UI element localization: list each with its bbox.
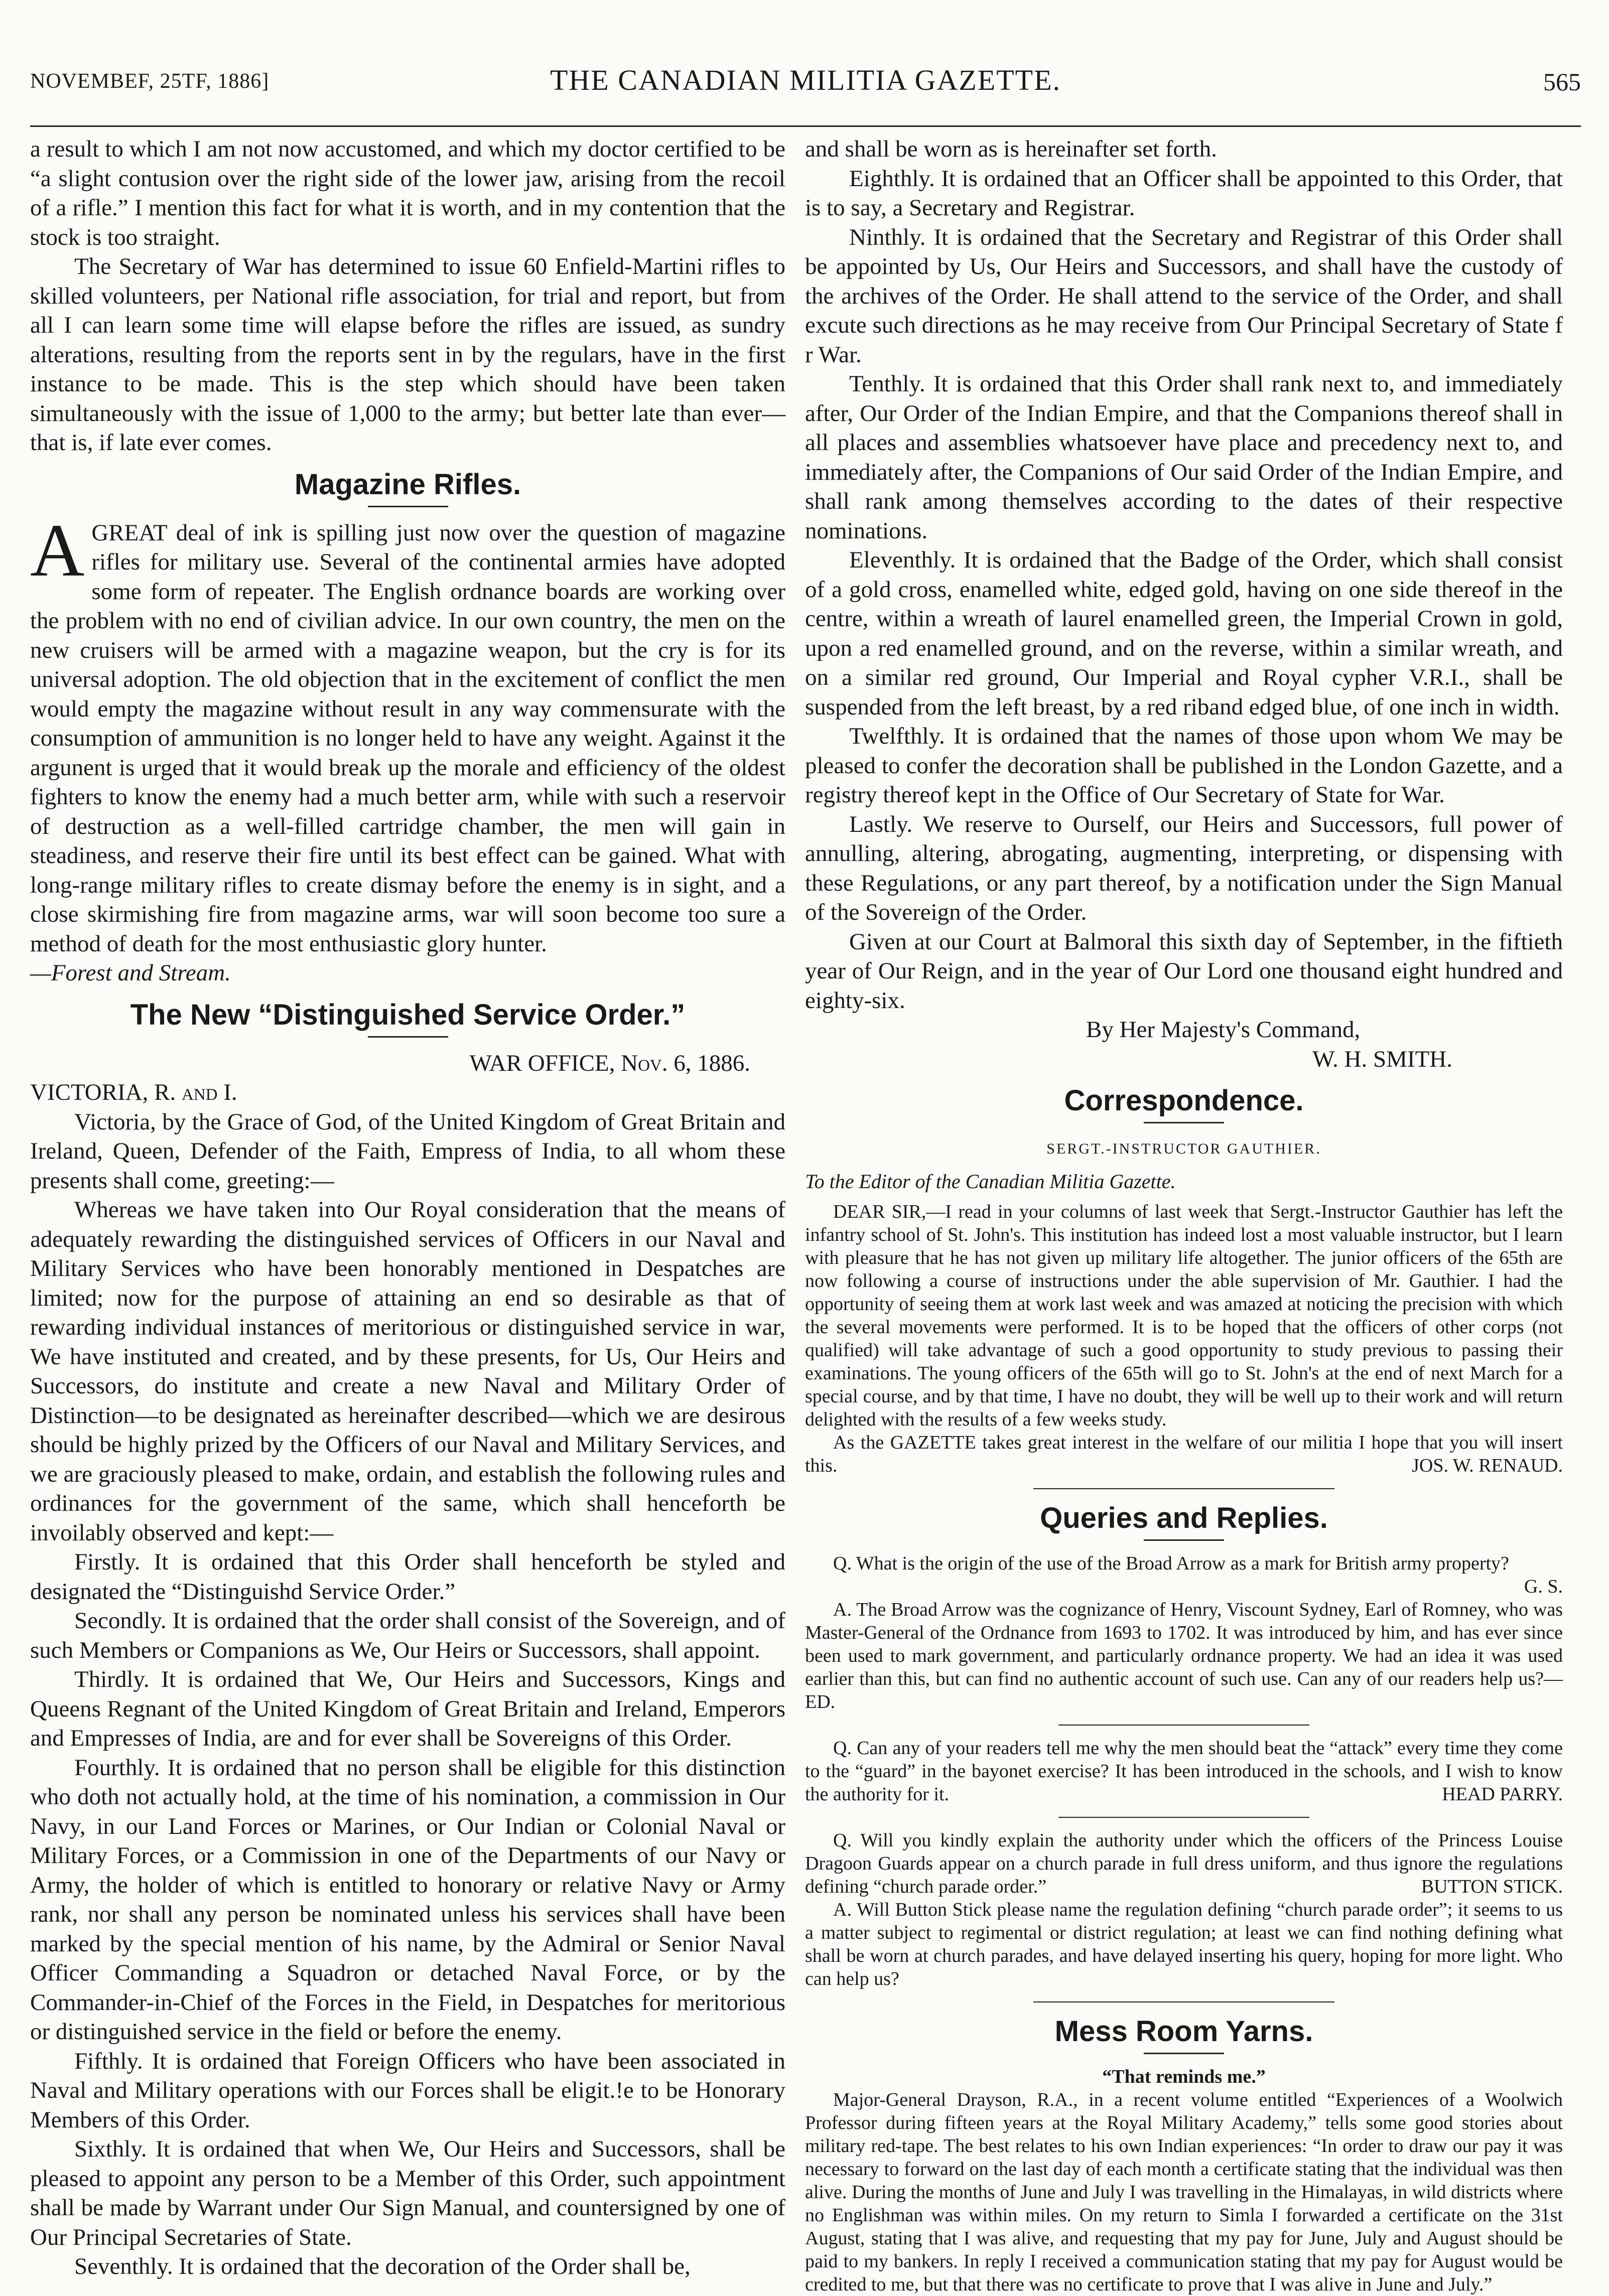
paragraph: Twelfthly. It is ordained that the names of those upon whom We may be pleased to confer the decoration shall be published in the London Gazette, and a registry thereof kept in the Office of Our Secretary of State for War. xyxy=(805,723,1563,808)
paragraph: Whereas we have taken into Our Royal consideration that the means of adequately rewarding the distinguished services of Officers in our Naval and Military Services who have been honorably mentioned in Despatches are limited; now for the purpose of attaining an end so desirable as that of rewarding individual instances of meritorious or distinguished service in war, We have instituted and created, and by these presents, for Us, Our Heirs and Successors, do institute and create a new Naval and Military Order of Distinction—to be designated as hereinafter described—which we are desirous should be highly prized by the Officers of our Naval and Military Services, and we are graciously pleased to make, ordain, and establish the following rules and ordinances for the government of the same, which shall henceforth be invoilably observed and kept:— xyxy=(30,1197,785,1546)
query-text: Q. Can any of your readers tell me why the men should beat the “attack” every time they come to the “guard” in the bayonet exercise? It has been introduced in the schools, and I wish to know the authority for it. xyxy=(805,1738,1563,1805)
query-text: Q. Will you kindly explain the authority under which the officers of the Princess Louise Dragoon Guards appear on a church parade in full dress uniform, and thus ignore the regulations defining “church parade order.” xyxy=(805,1830,1563,1897)
signature: W. H. SMITH. xyxy=(1312,1046,1452,1072)
section-heading-queries: Queries and Replies. xyxy=(1040,1502,1328,1534)
left-column xyxy=(30,134,785,2281)
paragraph: The Secretary of War has determined to issue 60 Enfield-Martini rifles to skilled volunteers, per National rifle association, for trial and report, but from all I can learn some time will elapse before the rifles are issued, as sundry alterations, resulting from the reports sent in by the regulars, have in the first instance to be made. This is the step which should have been taken simultaneously with the issue of 1,000 to the army; but better late than ever—that is, if late ever comes. xyxy=(30,253,785,456)
paragraph: Tenthly. It is ordained that this Order shall rank next to, and immediately after, Our Order of the Indian Empire, and that the Companions thereof shall in all places and assemblies whatsoever have place and precedency next to, and immediately after, the Companions of Our said Order of the Indian Empire, and shall rank among themselves according to the dates of their respective nominations. xyxy=(805,371,1563,544)
dateline: WAR OFFICE, Nov. 6, 1886. xyxy=(469,1050,750,1076)
paragraph: Seventhly. It is ordained that the decoration of the Order shall be, xyxy=(74,2253,691,2279)
letter-closing: As the GAZETTE takes great interest in the welfare of our militia I hope that you will insert this. xyxy=(805,1432,1563,1476)
query xyxy=(805,1552,1563,1598)
header-rule xyxy=(30,125,1581,127)
article-continuation: a result to which I am not now accustomed, and which my doctor certified to be “a slight contusion over the right side of the lower jaw, arising from the recoil of a rifle.” I mention this fact for what it is worth, and in my contention that the stock is too straight. xyxy=(30,136,785,250)
paragraph: and shall be worn as is hereinafter set forth. xyxy=(805,136,1217,162)
paragraph: DEAR SIR,—I read in your columns of last week that Sergt.-Instructor Gauthier has left the infantry school of St. John's. This institution has indeed lost a most valuable instructor, but I learn with pleasure that he has not given up military life altogether. The junior officers of the 65th are now following a course of instructions under the able supervision of Mr. Gauthier. I had the opportunity of seeing them at work last week and was amazed at noticing the precision with which the several movements were performed. It is to be hoped that the officers of other corps (not qualified) will take advantage of such a good opportunity to study previous to passing their examinations. The young officers of the 65th will go to St. John's at the end of next March for a special course, and by that time, I have no doubt, they will be well up to their work and will return delighted with the results of a few weeks study. xyxy=(805,1201,1563,1430)
paragraph: Ninthly. It is ordained that the Secretary and Registrar of this Order shall be appointed by Us, Our Heirs and Successors, and shall have the custody of the archives of the Order. He shall attend to the service of the Order, and shall excute such directions as he may receive from Our Principal Secretary of State f r War. xyxy=(805,224,1563,368)
paragraph: Thirdly. It is ordained that We, Our Heirs and Successors, Kings and Queens Regnant of the United Kingdom of Great Britain and Ireland, Emperors and Empresses of India, are and for ever shall be Sovereigns of this Order. xyxy=(30,1666,785,1751)
answer: A. Will Button Stick please name the regulation defining “church parade order”; it seems to us a matter subject to regimental or district regulation; at least we can find nothing defining what shall be worn at church parades, and have delayed inserting his query, hoping for more light. Who can help us? xyxy=(805,1899,1563,1989)
separator xyxy=(1058,1817,1309,1818)
paragraph: Sixthly. It is ordained that when We, Our Heirs and Successors, shall be pleased to appoint any person to be a Member of this Order, such appointment shall be made by Warrant under Our Sign Manual, and countersigned by one of Our Principal Secretaries of State. xyxy=(30,2136,785,2250)
paragraph: Victoria, by the Grace of God, of the United Kingdom of Great Britain and Ireland, Queen, Defender of the Faith, Empress of India, to all whom these presents shall come, greeting:— xyxy=(30,1108,785,1194)
paragraph: Firstly. It is ordained that this Order shall henceforth be styled and designated the “Distinguishd Service Order.” xyxy=(30,1549,785,1605)
page-header xyxy=(30,60,1581,100)
paragraph: Secondly. It is ordained that the order shall consist of the Sovereign, and of such Members or Companions as We, Our Heirs or Successors, shall appoint. xyxy=(30,1608,785,1663)
letter-salutation: To the Editor of the Canadian Militia Gazette. xyxy=(805,1170,1176,1193)
paragraph: Major-General Drayson, R.A., in a recent volume entitled “Experiences of a Woolwich Professor during fifteen years at the Royal Military Academy,” tells some good stories about military red-tape. The best relates to his own Indian experiences: “In order to draw our pay it was necessary to forward on the last day of each month a certificate stating that the individual was then alive. During the months of June and July I was travelling in the Himalayas, in wild districts where no Englishman was within miles. On my return to Simla I forwarded a certificate on the 31st August, stating that I was alive, and requesting that my pay for June, July and August should be paid to my bankers. In reply I received a communication stating that my pay for August would be credited to me, but that there was no certificate to prove that I was alive in June and July.” xyxy=(805,2089,1563,2295)
command-line: By Her Majesty's Command, xyxy=(1086,1017,1361,1043)
section-heading-magazine-rifles: Magazine Rifles. xyxy=(294,468,521,501)
mess-room-article xyxy=(805,2088,1563,2296)
heading-rule xyxy=(368,1036,448,1038)
subheading: “That reminds me.” xyxy=(1102,2066,1266,2087)
drop-cap: A xyxy=(30,508,85,592)
paragraph xyxy=(805,1431,1563,1477)
page-number: 565 xyxy=(1543,68,1581,96)
signature: JOS. W. RENAUD. xyxy=(1412,1455,1563,1476)
section-heading-mess-room: Mess Room Yarns. xyxy=(1054,2015,1313,2048)
paragraph: GREAT deal of ink is spilling just now over the question of magazine rifles for military use. Several of the continental armies have adopted some form of repeater. The English ordnance boards are working over the problem with no end of civilian advice. In our own country, the men on the new cruisers will be armed with a magazine weapon, but the cry is for its universal adoption. The old objection that in the excitement of conflict the men would empty the magazine without result in any way commensurate with the consumption of ammunition is no longer held to have any weight. Against it the argunent is urged that it would break up the morale and efficiency of the oldest fighters to know the enemy had a much better arm, while with such a reservoir of destruction as a well-filled cartridge chamber, the men will gain in steadiness, and reserve their fire until its best effect can be gained. What with long-range military rifles to create dismay before the enemy is in sight, and a close skirmishing fire from magazine arms, war will soon become too sure a method of death for the most enthusiastic glory hunter. xyxy=(30,519,785,957)
correspondence-letter xyxy=(805,1200,1563,1477)
query-text: Q. What is the origin of the use of the Broad Arrow as a mark for British army property? xyxy=(833,1553,1509,1574)
heading-rule xyxy=(1144,1539,1224,1541)
signature: BUTTON STICK. xyxy=(1421,1876,1563,1897)
query xyxy=(805,1829,1563,1898)
signature: HEAD PARRY. xyxy=(1442,1784,1563,1805)
answer: A. The Broad Arrow was the cognizance of Henry, Viscount Sydney, Earl of Romney, who was Master-General of the Ordnance from 1693 to 1702. It was introduced by him, and has ever since been used to mark government, and particularly ordnance property. We had an idea it was used earlier than this, but can find no authentic account of such use. Can any of our readers help us?—ED. xyxy=(805,1599,1563,1712)
separator xyxy=(1033,2001,1334,2002)
separator xyxy=(1033,1488,1334,1489)
paragraph: Given at our Court at Balmoral this sixth day of September, in the fiftieth year of Our Reign, and in the year of Our Lord one thousand eight hundred and eighty-six. xyxy=(805,928,1563,1014)
separator xyxy=(1058,1725,1309,1726)
paragraph: Lastly. We reserve to Ourself, our Heirs and Successors, full power of annulling, altering, abrogating, augmenting, interpreting, or dispensing with these Regulations, or any part thereof, by a notification under the Sign Manual of the Sovereign of the Order. xyxy=(805,811,1563,925)
section-heading-dso: The New “Distinguished Service Order.” xyxy=(130,998,686,1031)
letter-subheading: SERGT.-INSTRUCTOR GAUTHIER. xyxy=(1046,1140,1321,1157)
paragraph: Eighthly. It is ordained that an Officer shall be appointed to this Order, that is to say, a Secretary and Registrar. xyxy=(805,165,1563,221)
queries-list xyxy=(805,1552,1563,1990)
signature: G. S. xyxy=(1524,1576,1563,1597)
magazine-article xyxy=(30,508,785,959)
signatory: VICTORIA, R. and I. xyxy=(30,1079,237,1105)
heading-rule xyxy=(1144,1122,1224,1123)
gazette-title: THE CANADIAN MILITIA GAZETTE. xyxy=(550,64,1061,96)
paragraph: Fourthly. It is ordained that no person shall be eligible for this distinction who doth not actually hold, at the time of his nomination, a commission in Our Navy, in our Land Forces or Marines, or Our Indian or Colonial Naval or Military Forces, or a Commission in one of the Departments of our Navy or Army, the holder of which is entitled to honorary or relative Navy or Army rank, nor shall any person be nominated unless his services shall have been marked by the special mention of his name, by the Admiral or Senior Naval Officer Commanding a Squadron or detached Naval Force, or by the Commander-in-Chief of the Forces in the Field, in Despatches for meritorious or distinguished service in the field or before the enemy. xyxy=(30,1754,785,2045)
right-column xyxy=(805,134,1563,2296)
heading-rule xyxy=(1144,2053,1224,2054)
paragraph: Fifthly. It is ordained that Foreign Officers who have been associated in Naval and Military operations with our Forces shall be eligit.!e to be Honorary Members of this Order. xyxy=(30,2048,785,2133)
paragraph: Eleventhly. It is ordained that the Badge of the Order, which shall consist of a gold cross, enamelled white, edged gold, having on one side thereof in the centre, within a wreath of laurel enamelled green, the Imperial Crown in gold, upon a red enamelled ground, and on the reverse, within a similar wreath, and on a similar red ground, Our Imperial and Royal cypher V.R.I., shall be suspended from the left breast, by a red riband edged blue, of one inch in width. xyxy=(805,547,1563,720)
section-heading-correspondence: Correspondence. xyxy=(1064,1084,1304,1117)
article-source: —Forest and Stream. xyxy=(30,960,231,986)
issue-date: NOVEMBEF, 25TF, 1886] xyxy=(30,70,270,93)
query xyxy=(805,1737,1563,1806)
heading-rule xyxy=(368,506,448,507)
